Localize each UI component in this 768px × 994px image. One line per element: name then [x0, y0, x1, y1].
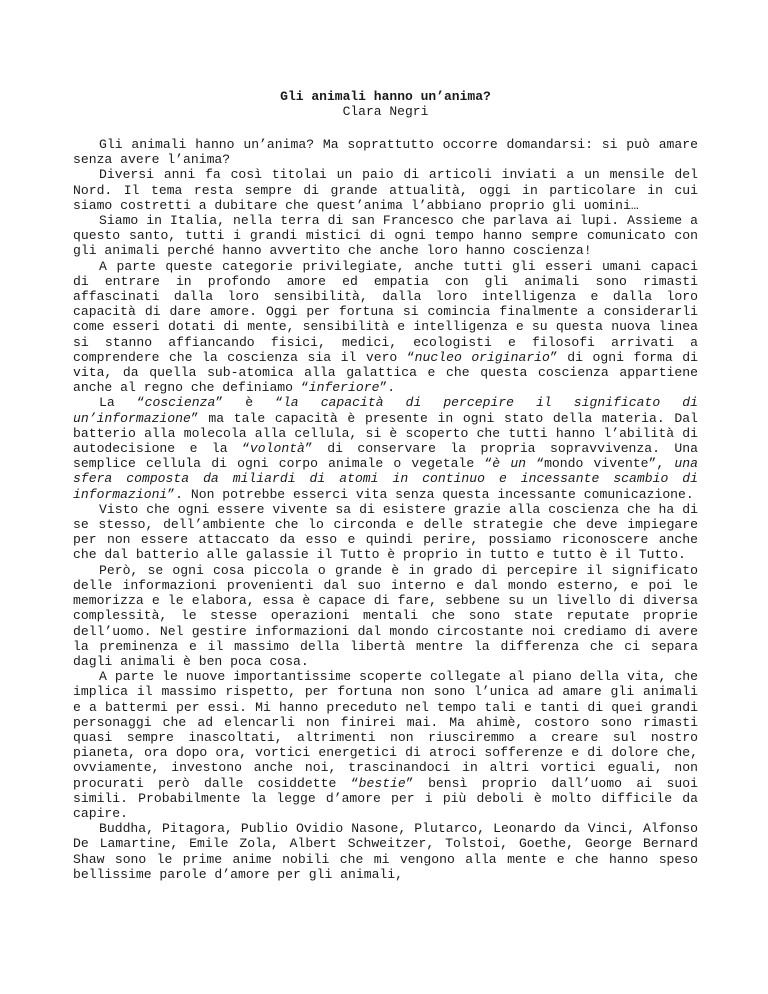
text-run: “mondo vivente”, [526, 456, 675, 472]
text-run: ” ma tale capacità è presente in ogni stato della materia. Dal batterio alla molecola alla cellula, si è scoperto che tutti hanno l’abilità di autodecisione e la “ [73, 410, 698, 457]
text-run: Visto che ogni essere vivente sa di esistere grazie alla coscienza che ha di se stesso, dell’ambiente che lo circonda e delle strategie che deve impiegare per non essere attaccato da esso e quindi perire, possiamo riconoscere anche che dal batterio alle galassie il Tutto è proprio in tutto e tutto è il Tutto. [73, 501, 698, 563]
body-paragraph [73, 213, 698, 259]
body-paragraph [73, 821, 698, 882]
body-paragraph [73, 395, 698, 501]
text-run: ” di conservare la propria sopravvivenza. Una semplice cellula di ogni corpo animale o vegetale “ [73, 441, 699, 472]
italic-text-run: inferiore [308, 380, 380, 396]
italic-text-run: la capacità di percepire il significato di un’informazione [73, 395, 698, 426]
body-paragraph [73, 137, 698, 167]
body-paragraph [73, 259, 698, 396]
document-body [73, 137, 698, 882]
italic-text-run: bestie [358, 775, 406, 791]
text-run: ” bensì proprio dall’uomo ai suoi simili. Probabilmente la legge d’amore per i più deboli è molto difficile da capire. [73, 775, 698, 821]
text-run: ” è “ [215, 395, 283, 411]
document-page [73, 89, 698, 882]
italic-text-run: coscienza [144, 395, 216, 411]
italic-text-run: nucleo originario [414, 349, 550, 365]
document-title: Gli animali hanno un’anima? [280, 89, 491, 104]
text-run: Siamo in Italia, nella terra di san Francesco che parlava ai lupi. Assieme a questo santo, tutti i grandi mistici di ogni tempo hanno sempre comunicato con gli animali perché hanno avvertito che anche loro hanno coscienza! [73, 213, 698, 259]
text-run: A parte le nuove importantissime scoperte collegate al piano della vita, che implica il massimo rispetto, per fortuna non sono l’unica ad amare gli animali e a battermi per essi. Mi hanno preceduto nel tempo tali e tanti di quei grandi personaggi che ad elencarli non finirei mai. Ma ahimè, costoro sono rimasti quasi sempre inascoltati, altrimenti non riusciremmo a creare sul nostro pianeta, ora dopo ora, vortici energetici di atroci sofferenze e di dolore che, ovviamente, investono anche noi, trascinandoci in altri vortici eguali, non procurati però dalle cosiddette “ [73, 669, 698, 791]
document-author: Clara Negri [342, 104, 429, 119]
italic-text-run: una sfera composta da miliardi di atomi in continuo e incessante scambio di informazioni [73, 456, 698, 502]
italic-text-run: volontà [249, 441, 305, 457]
italic-text-run: è un [492, 456, 527, 472]
text-run: Gli animali hanno un’anima? Ma soprattutto occorre domandarsi: si può amare senza avere l’anima? [73, 137, 698, 168]
body-paragraph [73, 563, 698, 669]
text-run: Diversi anni fa così titolai un paio di articoli inviati a un mensile del Nord. Il tema resta sempre di grande attualità, oggi in particolare in cui siamo costretti a dubitare che quest’anima l’abbiano proprio gli uomini… [73, 167, 698, 213]
text-run: A parte queste categorie privilegiate, anche tutti gli esseri umani capaci di entrare in profondo amore ed empatia con gli animali sono rimasti affascinati dalla loro sensibilità, dalla loro intelligenza e dalla loro capacità di dare amore. Oggi per fortuna si comincia finalmente a considerarli come esseri dotati di mente, sensibilità e intelligenza e su questa nuova linea si stanno affiancando fisici, medici, ecologisti e filosofi arrivati a comprendere che la coscienza sia il vero “ [73, 258, 698, 365]
text-run: ”. Non potrebbe esserci vita senza questa incessante comunicazione. [167, 486, 694, 502]
body-paragraph [73, 669, 698, 821]
text-run: Però, se ogni cosa piccola o grande è in grado di percepire il significato delle informazioni provenienti dal suo interno e dal mondo esterno, e poi le memorizza e le elabora, essa è capace di fare, sebbene su un livello di diversa complessità, le stesse operazioni mentali che sono state reputate proprie dell’uomo. Nel gestire informazioni dal mondo circostante noi crediamo di avere la preminenza e il massimo della libertà mentre la differenza che ci separa dagli animali è ben poca cosa. [73, 562, 698, 669]
text-run: ” di ogni forma di vita, da quella sub-atomica alla galattica e che questa coscienza appartiene anche al regno che definiamo “ [73, 349, 698, 396]
text-run: ”. [379, 380, 396, 396]
body-paragraph [73, 502, 698, 563]
text-run: La “ [99, 395, 145, 411]
body-paragraph [73, 167, 698, 213]
text-run: Buddha, Pitagora, Publio Ovidio Nasone, Plutarco, Leonardo da Vinci, Alfonso De Lamartine, Emile Zola, Albert Schweitzer, Tolstoi, Goethe, George Bernard Shaw sono le prime anime nobili che mi vengono alla mente e che hanno speso bellissime parole d’amore per gli animali, [73, 821, 698, 882]
